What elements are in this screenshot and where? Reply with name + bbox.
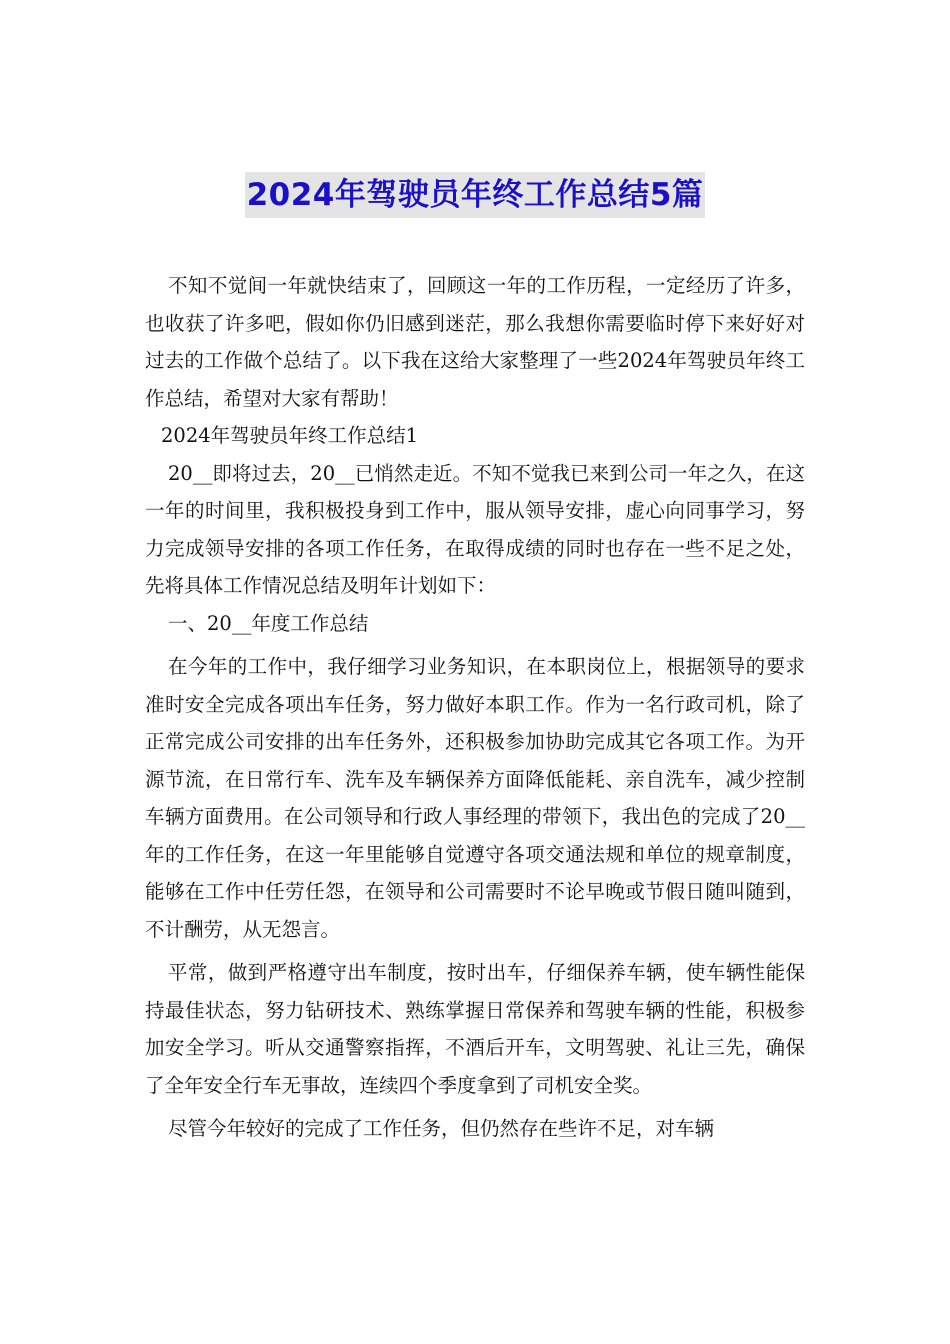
body-paragraph: 20__即将过去，20__已悄然走近。不知不觉我已来到公司一年之久，在这一年的时间里，我积极投身到工作中，服从领导安排，虚心向同事学习，努力完成领导安排的各项工作任务，在取得成绩的同时也存在一些不足之处，先将具体工作情况总结及明年计划如下： (145, 461, 805, 597)
title-block (0, 172, 950, 218)
section-heading: 2024年驾驶员年终工作总结1 (161, 424, 419, 447)
sub-heading: 一、20__年度工作总结 (168, 611, 369, 635)
body-paragraph: 平常，做到严格遵守出车制度，按时出车，仔细保养车辆，使车辆性能保持最佳状态，努力钻研技术、熟练掌握日常保养和驾驶车辆的性能，积极参加安全学习。听从交通警察指挥，不酒后开车，文明驾驶、礼让三先，确保了全年安全行车无事故，连续四个季度拿到了司机安全奖。 (145, 961, 805, 1097)
intro-paragraph: 不知不觉间一年就快结束了，回顾这一年的工作历程，一定经历了许多，也收获了许多吧，假如你仍旧感到迷茫，那么我想你需要临时停下来好好对过去的工作做个总结了。以下我在这给大家整理了一些2024年驾驶员年终工作总结，希望对大家有帮助！ (145, 274, 805, 410)
document-body (145, 267, 805, 1148)
body-paragraph: 在今年的工作中，我仔细学习业务知识，在本职岗位上，根据领导的要求准时安全完成各项出车任务，努力做好本职工作。作为一名行政司机，除了正常完成公司安排的出车任务外，还积极参加协助完成其它各项工作。为开源节流，在日常行车、洗车及车辆保养方面降低能耗、亲自洗车，减少控制车辆方面费用。在公司领导和行政人事经理的带领下，我出色的完成了20__年的工作任务，在这一年里能够自觉遵守各项交通法规和单位的规章制度，能够在工作中任劳任怨，在领导和公司需要时不论早晚或节假日随叫随到，不计酬劳，从无怨言。 (145, 655, 805, 941)
document-title: 2024年驾驶员年终工作总结5篇 (245, 172, 706, 218)
body-paragraph: 尽管今年较好的完成了工作任务，但仍然存在些许不足，对车辆 (168, 1117, 715, 1140)
